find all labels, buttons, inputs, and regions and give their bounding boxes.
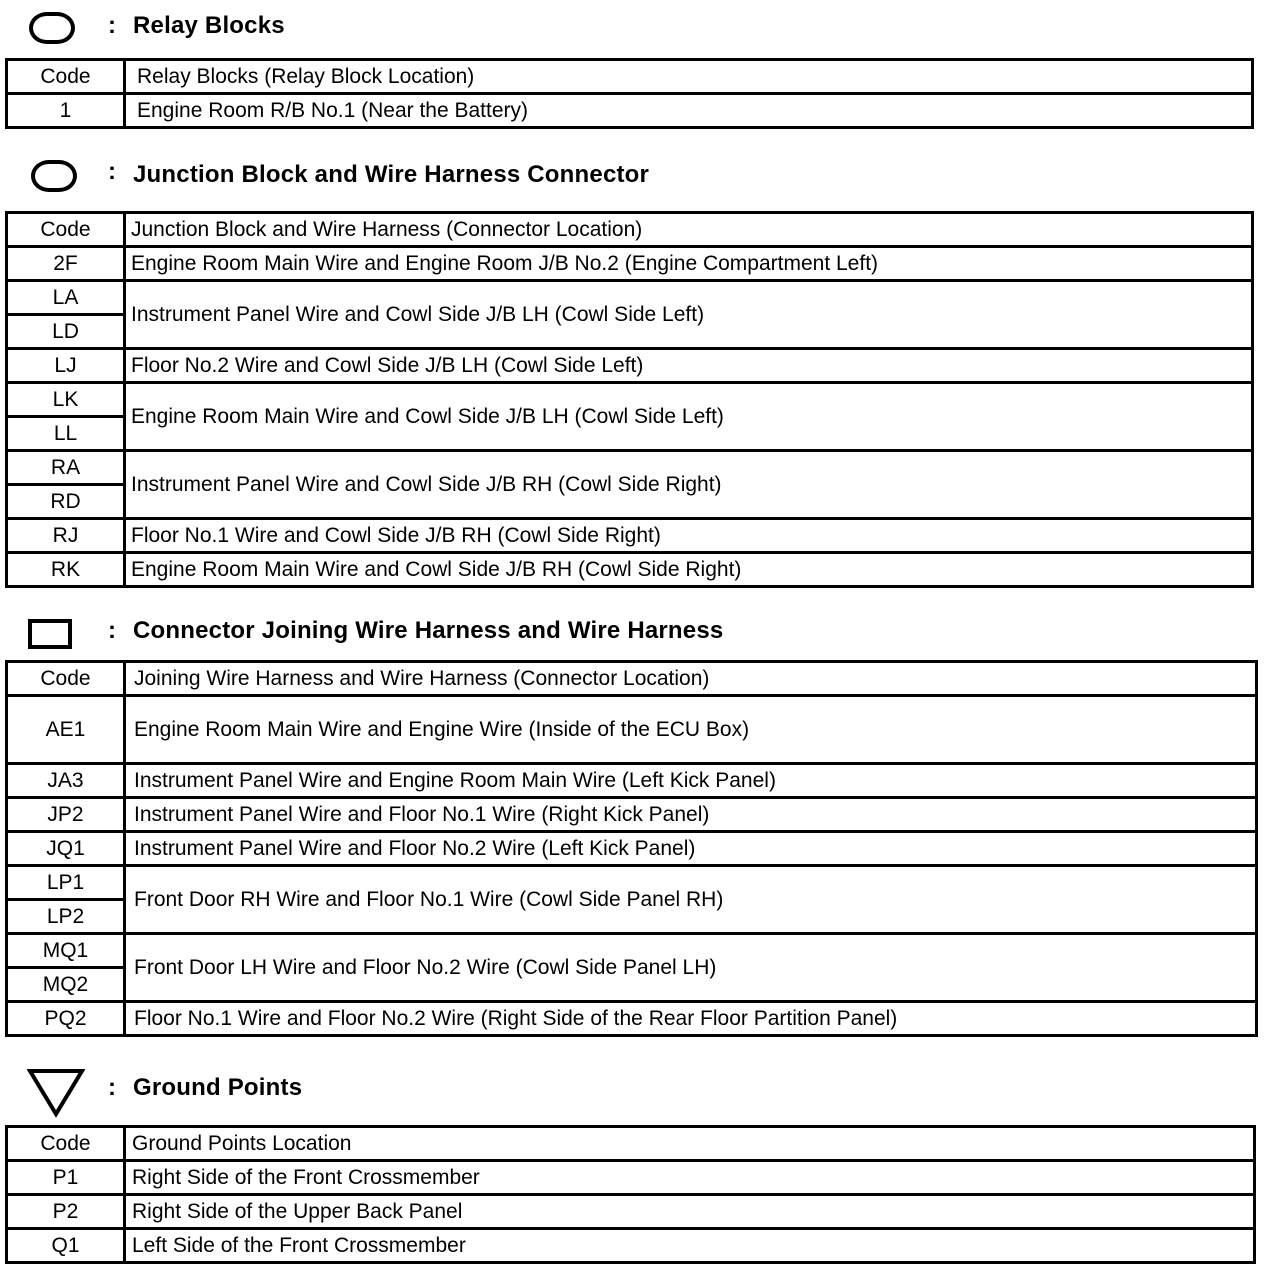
row-description: Instrument Panel Wire and Floor No.2 Wire (Left Kick Panel) <box>125 832 1257 866</box>
row-description: Instrument Panel Wire and Floor No.1 Wire (Right Kick Panel) <box>125 798 1257 832</box>
row-code: 1 <box>7 94 125 128</box>
junction-block-heading <box>0 156 1280 196</box>
header-code: Code <box>7 662 125 696</box>
junction-block-table <box>5 211 1254 588</box>
table-row <box>7 1002 1257 1036</box>
table-row <box>7 247 1253 281</box>
heading-colon: : <box>108 158 116 185</box>
table-row <box>7 383 1253 417</box>
table-row <box>7 934 1257 968</box>
row-code: LK <box>7 383 125 417</box>
header-description: Joining Wire Harness and Wire Harness (Connector Location) <box>125 662 1257 696</box>
relay-blocks-table <box>5 58 1254 129</box>
row-description: Right Side of the Upper Back Panel <box>125 1195 1255 1229</box>
table-row <box>7 832 1257 866</box>
row-code: LD <box>7 315 125 349</box>
row-code: 2F <box>7 247 125 281</box>
row-code: P2 <box>7 1195 125 1229</box>
row-description: Right Side of the Front Crossmember <box>125 1161 1255 1195</box>
row-code: Q1 <box>7 1229 125 1263</box>
header-code: Code <box>7 213 125 247</box>
table-row <box>7 451 1253 485</box>
row-code: P1 <box>7 1161 125 1195</box>
header-code: Code <box>7 60 125 94</box>
triangle-symbol-icon <box>27 1068 85 1118</box>
table-row <box>7 798 1257 832</box>
row-code: AE1 <box>7 696 125 764</box>
heading-colon: : <box>108 1074 116 1101</box>
row-code: JP2 <box>7 798 125 832</box>
table-row <box>7 349 1253 383</box>
junction-block-title: Junction Block and Wire Harness Connector <box>133 161 650 188</box>
row-description: Engine Room Main Wire and Engine Wire (Inside of the ECU Box) <box>125 696 1257 764</box>
table-row <box>7 866 1257 900</box>
row-code: MQ2 <box>7 968 125 1002</box>
connector-joining-heading <box>0 614 1280 654</box>
row-description: Instrument Panel Wire and Engine Room Main Wire (Left Kick Panel) <box>125 764 1257 798</box>
heading-colon: : <box>108 12 116 39</box>
row-code: PQ2 <box>7 1002 125 1036</box>
table-row <box>7 764 1257 798</box>
table-row <box>7 519 1253 553</box>
connector-joining-title: Connector Joining Wire Harness and Wire Harness <box>133 617 724 644</box>
row-code: RJ <box>7 519 125 553</box>
ground-points-table <box>5 1125 1256 1264</box>
table-header-row <box>7 662 1257 696</box>
header-description: Ground Points Location <box>125 1127 1255 1161</box>
row-description: Floor No.2 Wire and Cowl Side J/B LH (Cowl Side Left) <box>125 349 1253 383</box>
header-description: Junction Block and Wire Harness (Connector Location) <box>125 213 1253 247</box>
row-description: Instrument Panel Wire and Cowl Side J/B RH (Cowl Side Right) <box>125 451 1253 519</box>
row-description: Front Door RH Wire and Floor No.1 Wire (Cowl Side Panel RH) <box>125 866 1257 934</box>
ground-points-heading <box>0 1068 1280 1118</box>
connector-joining-table <box>5 660 1258 1037</box>
row-description: Floor No.1 Wire and Floor No.2 Wire (Right Side of the Rear Floor Partition Panel) <box>125 1002 1257 1036</box>
relay-blocks-heading <box>0 8 1280 48</box>
row-description: Engine Room Main Wire and Cowl Side J/B LH (Cowl Side Left) <box>125 383 1253 451</box>
table-header-row <box>7 1127 1255 1161</box>
row-code: LP2 <box>7 900 125 934</box>
table-row <box>7 94 1253 128</box>
row-description: Left Side of the Front Crossmember <box>125 1229 1255 1263</box>
heading-colon: : <box>108 617 116 644</box>
table-row <box>7 1229 1255 1263</box>
table-header-row <box>7 213 1253 247</box>
oval-symbol-icon <box>31 160 77 192</box>
row-code: JQ1 <box>7 832 125 866</box>
table-row <box>7 553 1253 587</box>
ground-points-title: Ground Points <box>133 1074 303 1101</box>
row-code: LL <box>7 417 125 451</box>
table-row <box>7 696 1257 764</box>
row-description: Floor No.1 Wire and Cowl Side J/B RH (Cowl Side Right) <box>125 519 1253 553</box>
row-code: LJ <box>7 349 125 383</box>
row-code: RK <box>7 553 125 587</box>
row-description: Front Door LH Wire and Floor No.2 Wire (Cowl Side Panel LH) <box>125 934 1257 1002</box>
relay-blocks-title: Relay Blocks <box>133 12 285 39</box>
header-code: Code <box>7 1127 125 1161</box>
row-code: LP1 <box>7 866 125 900</box>
table-row <box>7 281 1253 315</box>
table-header-row <box>7 60 1253 94</box>
row-description: Instrument Panel Wire and Cowl Side J/B LH (Cowl Side Left) <box>125 281 1253 349</box>
row-description: Engine Room R/B No.1 (Near the Battery) <box>125 94 1253 128</box>
row-description: Engine Room Main Wire and Engine Room J/B No.2 (Engine Compartment Left) <box>125 247 1253 281</box>
oval-symbol-icon <box>29 12 75 44</box>
table-row <box>7 1161 1255 1195</box>
rectangle-symbol-icon <box>28 619 72 649</box>
row-code: LA <box>7 281 125 315</box>
row-code: MQ1 <box>7 934 125 968</box>
header-description: Relay Blocks (Relay Block Location) <box>125 60 1253 94</box>
row-code: RA <box>7 451 125 485</box>
row-description: Engine Room Main Wire and Cowl Side J/B RH (Cowl Side Right) <box>125 553 1253 587</box>
row-code: JA3 <box>7 764 125 798</box>
row-code: RD <box>7 485 125 519</box>
table-row <box>7 1195 1255 1229</box>
